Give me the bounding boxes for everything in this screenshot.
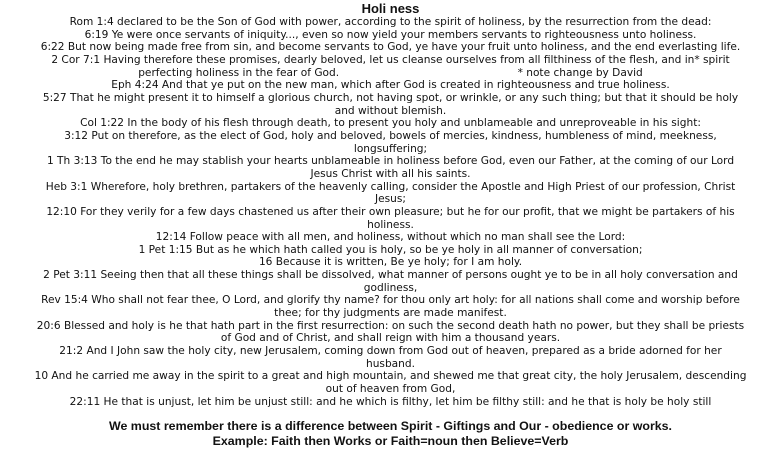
verse-line: of God and of Christ, and shall reign with him a thousand years.: [220, 332, 561, 345]
verse-line: 22:11 He that is unjust, let him be unjust still: and he which is filthy, let him be filthy still: and he that is holy be holy still: [69, 395, 712, 408]
verse-line: 12:10 For they verily for a few days chastened us after their own pleasure; but he for our profit, that we might be partakers of his: [46, 205, 735, 218]
verse-line: 1 Th 3:13 To the end he may stablish your hearts unblameable in holiness before God, even our Father, at the coming of our Lord: [46, 155, 735, 168]
verse-line: Eph 4:24 And that ye put on the new man, which after God is created in righteousness and true holiness.: [111, 79, 670, 92]
verse-line: 20:6 Blessed and holy is he that hath part in the first resurrection: on such the second death hath no power, but they shall be priests: [36, 319, 745, 332]
verse-line: Rev 15:4 Who shall not fear thee, O Lord, and glorify thy name? for thou only art holy: for all nations shall come and worship before: [41, 294, 740, 307]
document-title: Holi ness: [361, 1, 420, 16]
footer-line-2: Example: Faith then Works or Faith=noun then Believe=Verb: [212, 434, 569, 449]
verse-line: 6:22 But now being made free from sin, and become servants to God, ye have your fruit unto holiness, and the end everlasting life.: [40, 41, 741, 54]
verse-line: 6:19 Ye were once servants of iniquity..., even so now yield your members servants to righteousness unto holiness.: [84, 28, 697, 41]
verse-line: 10 And he carried me away in the spirit to a great and high mountain, and shewed me that great city, the holy Jerusalem, descending: [34, 370, 747, 383]
verse-line: 3:12 Put on therefore, as the elect of God, holy and beloved, bowels of mercies, kindness, humbleness of mind, meekness,: [64, 129, 717, 142]
verse-line: 16 Because it is written, Be ye holy; for I am holy.: [258, 256, 523, 269]
verse-line: holiness.: [367, 218, 414, 231]
verse-line: perfecting holiness in the fear of God. * note change by David: [138, 66, 643, 79]
verse-line: Jesus Christ with all his saints.: [310, 167, 471, 180]
verse-line: thee; for thy judgments are made manifest.: [274, 307, 507, 320]
verse-line: 12:14 Follow peace with all men, and holiness, without which no man shall see the Lord:: [155, 231, 626, 244]
verse-line: Col 1:22 In the body of his flesh through death, to present you holy and unblameable and unreproveable in his sight:: [80, 117, 701, 130]
verse-line: husband.: [366, 357, 415, 370]
verse-line: 5:27 That he might present it to himself a glorious church, not having spot, or wrinkle, or any such thing; but that it should be holy: [42, 91, 739, 104]
verse-line: Rom 1:4 declared to be the Son of God with power, according to the spirit of holiness, by the resurrection from the dead:: [69, 16, 712, 28]
footer-note: [4, 419, 777, 449]
verse-line: Jesus;: [375, 193, 406, 206]
verse-line: 2 Cor 7:1 Having therefore these promises, dearly beloved, let us cleanse ourselves from all filthiness of the flesh, and in* spirit: [51, 53, 730, 66]
verse-line: godliness,: [363, 281, 418, 294]
verse-line: 2 Pet 3:11 Seeing then that all these things shall be dissolved, what manner of persons ought ye to be in all holy conversation and: [43, 269, 738, 282]
footer-line-1: We must remember there is a difference between Spirit - Giftings and Our - obedience or works.: [109, 419, 672, 434]
verse-line: 21:2 And I John saw the holy city, new Jerusalem, coming down from God out of heaven, prepared as a bride adorned for her: [59, 345, 722, 358]
verse-list: [4, 16, 777, 408]
verse-line: Heb 3:1 Wherefore, holy brethren, partakers of the heavenly calling, consider the Apostle and High Priest of our profession, Christ: [45, 180, 736, 193]
verse-line: out of heaven from God,: [325, 383, 456, 396]
verse-line: longsuffering;: [353, 142, 428, 155]
verse-line: 1 Pet 1:15 But as he which hath called you is holy, so be ye holy in all manner of conversation;: [138, 243, 643, 256]
verse-line: and without blemish.: [334, 104, 447, 117]
